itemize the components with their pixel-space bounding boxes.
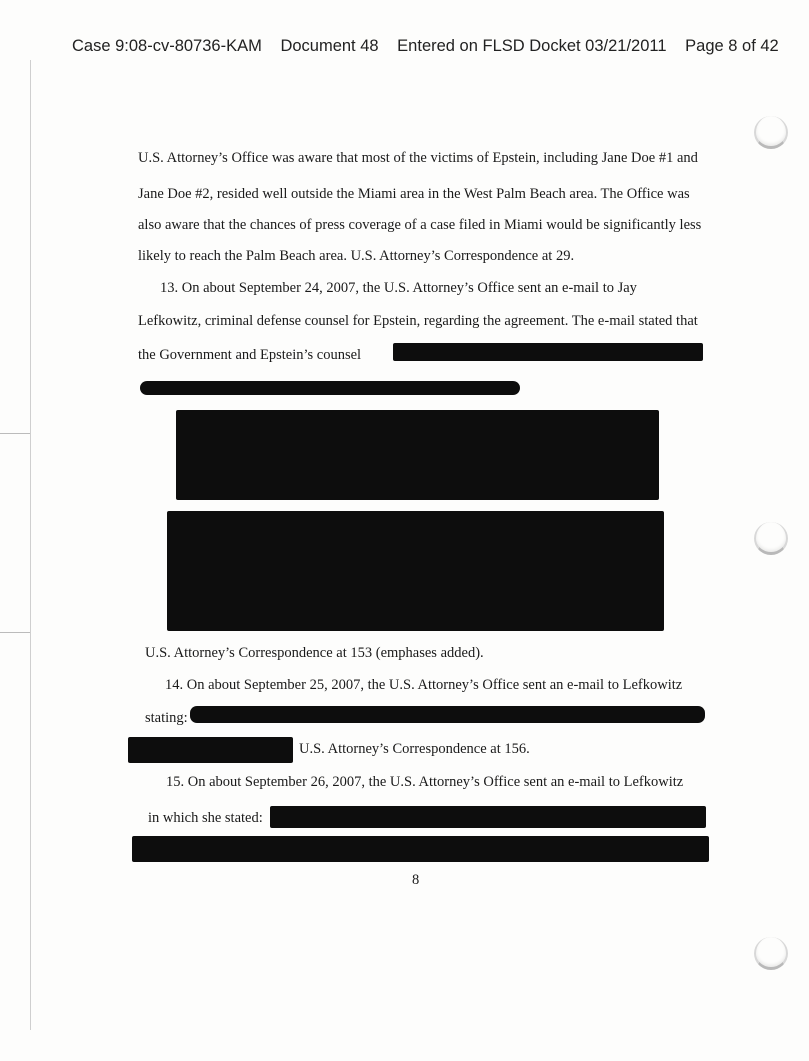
page-number: 8 — [412, 872, 420, 888]
case-number: Case 9:08-cv-80736-KAM — [72, 37, 262, 55]
redaction-block — [176, 410, 659, 500]
paragraph-14-line: 14. On about September 25, 2007, the U.S. Attorney’s Office sent an e-mail to Lefkowitz — [165, 677, 683, 693]
paragraph-13-line: 13. On about September 24, 2007, the U.S. Attorney’s Office sent an e-mail to Jay — [160, 280, 637, 296]
paragraph-13-line: the Government and Epstein’s counsel — [138, 347, 362, 363]
redaction-bar — [393, 343, 703, 361]
redaction-bar — [132, 836, 709, 862]
citation-156: U.S. Attorney’s Correspondence at 156. — [299, 741, 530, 757]
redaction-block — [167, 511, 664, 631]
left-margin-line — [30, 60, 31, 1030]
document-number: Document 48 — [280, 37, 379, 55]
redaction-bar — [190, 706, 705, 723]
paragraph-15-line: in which she stated: — [148, 810, 263, 826]
binder-hole — [754, 116, 788, 149]
citation-153: U.S. Attorney’s Correspondence at 153 (emphases added). — [145, 645, 484, 661]
paragraph-15-line: 15. On about September 26, 2007, the U.S. Attorney’s Office sent an e-mail to Lefkowitz — [166, 774, 684, 790]
paragraph-14-line: stating: — [145, 710, 188, 726]
margin-tick — [0, 632, 30, 633]
body-text-line: U.S. Attorney’s Office was aware that most of the victims of Epstein, including Jane Doe #1 and — [138, 150, 698, 166]
binder-hole — [754, 522, 788, 555]
docket-entry: Entered on FLSD Docket 03/21/2011 — [397, 37, 667, 55]
body-text-line: likely to reach the Palm Beach area. U.S. Attorney’s Correspondence at 29. — [138, 248, 575, 264]
redaction-bar — [270, 806, 706, 828]
page-indicator: Page 8 of 42 — [685, 37, 779, 55]
docket-header — [72, 37, 793, 56]
binder-hole — [754, 937, 788, 970]
paragraph-13-line: Lefkowitz, criminal defense counsel for Epstein, regarding the agreement. The e-mail stated that — [138, 313, 698, 329]
body-text-line: also aware that the chances of press coverage of a case filed in Miami would be significantly less — [138, 217, 702, 233]
margin-tick — [0, 433, 30, 434]
body-text-line: Jane Doe #2, resided well outside the Miami area in the West Palm Beach area. The Office was — [138, 186, 690, 202]
redaction-bar — [128, 737, 293, 763]
redaction-bar — [140, 381, 520, 395]
